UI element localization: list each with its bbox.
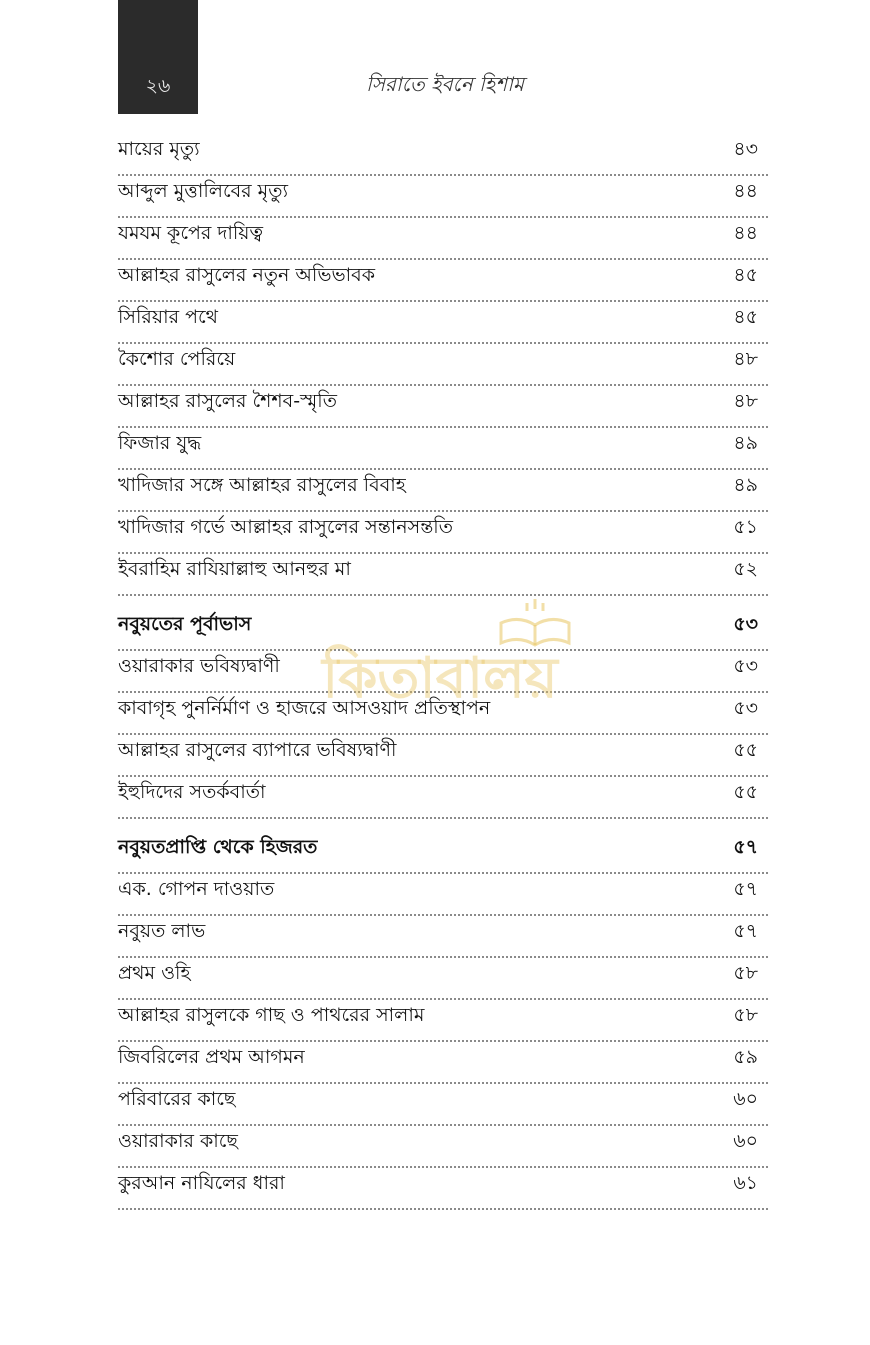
toc-entry-title: আব্দুল মুত্তালিবের মৃত্যু xyxy=(118,180,288,202)
toc-entry-page: ৫৭ xyxy=(733,878,758,900)
toc-entry-page: ৫১ xyxy=(733,516,758,538)
toc-entry-page: ৫৩ xyxy=(733,655,758,677)
toc-entry-page: ৬০ xyxy=(733,1130,758,1152)
toc-entry xyxy=(118,134,768,176)
toc-entry-page: ৪৯ xyxy=(733,474,758,496)
running-title: সিরাতে ইবনে হিশাম xyxy=(366,72,524,96)
toc-entry-title: ইবরাহিম রাযিয়াল্লাহু আনহুর মা xyxy=(118,558,351,580)
toc-entry xyxy=(118,470,768,512)
toc-entry-page: ৫৫ xyxy=(733,739,758,761)
toc-entry-title: যমযম কূপের দায়িত্ব xyxy=(118,222,263,244)
toc-entry xyxy=(118,1042,768,1084)
page-number-tab xyxy=(118,0,198,114)
toc-entry-title: পরিবারের কাছে xyxy=(118,1088,236,1110)
toc-entry-title: আল্লাহর রাসুলকে গাছ ও পাথরের সালাম xyxy=(118,1004,425,1026)
toc-entry-title: জিবরিলের প্রথম আগমন xyxy=(118,1046,305,1068)
toc-entry-title: খাদিজার সঙ্গে আল্লাহর রাসুলের বিবাহ xyxy=(118,474,406,496)
toc-entry-page: ৫২ xyxy=(733,558,758,580)
toc-entry-page: ৬১ xyxy=(733,1172,758,1194)
toc-entry xyxy=(118,1000,768,1042)
toc-entry-page: ৪৫ xyxy=(733,306,758,328)
toc-entry xyxy=(118,260,768,302)
toc-entry xyxy=(118,916,768,958)
toc-entry-title: নবুয়ত লাভ xyxy=(118,920,206,942)
toc-entry xyxy=(118,1168,768,1210)
toc-entry xyxy=(118,1126,768,1168)
toc-entry-title: আল্লাহর রাসুলের শৈশব-স্মৃতি xyxy=(118,390,337,412)
toc-entry xyxy=(118,693,768,735)
toc-entry-page: ৪৮ xyxy=(733,390,758,412)
toc-entry-page: ৪৪ xyxy=(733,180,758,202)
toc-entry-title: আল্লাহর রাসুলের নতুন অভিভাবক xyxy=(118,264,376,286)
toc-entry xyxy=(118,428,768,470)
toc-entry-title: নবুয়তপ্রাপ্তি থেকে হিজরত xyxy=(118,836,318,858)
toc-entry-page: ৫৩ xyxy=(733,697,758,719)
toc-entry xyxy=(118,554,768,596)
toc-entry-title: নবুয়তের পূর্বাভাস xyxy=(118,613,252,635)
page-number: ২৬ xyxy=(145,75,171,97)
toc-entry xyxy=(118,958,768,1000)
toc-entry xyxy=(118,386,768,428)
toc-entry xyxy=(118,176,768,218)
toc-entry-title: সিরিয়ার পথে xyxy=(118,306,218,328)
toc-entry-page: ৪৯ xyxy=(733,432,758,454)
toc-entry-page: ৪৪ xyxy=(733,222,758,244)
toc-entry-title: প্রথম ওহি xyxy=(118,962,191,984)
toc-entry-page: ৫৮ xyxy=(733,1004,758,1026)
watermark-text: কিতাবালয় xyxy=(322,646,558,711)
toc-entry-title: এক. গোপন দাওয়াত xyxy=(118,878,275,900)
toc-entry xyxy=(118,344,768,386)
toc-entry xyxy=(118,302,768,344)
toc-entry-title: খাদিজার গর্ভে আল্লাহর রাসুলের সন্তানসন্ততি xyxy=(118,516,453,538)
toc-entry-page: ৫৫ xyxy=(733,781,758,803)
toc-entry-page: ৬০ xyxy=(733,1088,758,1110)
toc-entry-title: কৈশোর পেরিয়ে xyxy=(118,348,236,370)
toc-entry-page: ৫৭ xyxy=(733,836,758,858)
toc-entry-title: ওয়ারাকার ভবিষ্যদ্বাণী xyxy=(118,655,280,677)
toc-entry-page: ৪৩ xyxy=(733,138,758,160)
toc-entry-page: ৪৮ xyxy=(733,348,758,370)
table-of-contents xyxy=(118,134,768,1210)
toc-entry xyxy=(118,777,768,819)
toc-entry xyxy=(118,651,768,693)
toc-entry-page: ৫৮ xyxy=(733,962,758,984)
toc-entry-page: ৫৩ xyxy=(733,613,758,635)
toc-entry-title: আল্লাহর রাসুলের ব্যাপারে ভবিষ্যদ্বাণী xyxy=(118,739,397,761)
toc-entry-page: ৪৫ xyxy=(733,264,758,286)
toc-entry xyxy=(118,512,768,554)
toc-entry-title: মায়ের মৃত্যু xyxy=(118,138,200,160)
toc-section-heading xyxy=(118,596,768,651)
toc-entry-title: ফিজার যুদ্ধ xyxy=(118,432,202,454)
toc-entry-title: কুরআন নাযিলের ধারা xyxy=(118,1172,285,1194)
toc-entry-page: ৫৭ xyxy=(733,920,758,942)
toc-entry xyxy=(118,218,768,260)
toc-entry-title: কাবাগৃহ পুনর্নির্মাণ ও হাজরে আসওয়াদ প্রতিস্থাপন xyxy=(118,697,491,719)
toc-entry-title: ইহুদিদের সতর্কবার্তা xyxy=(118,781,266,803)
toc-entry-page: ৫৯ xyxy=(733,1046,758,1068)
toc-entry-title: ওয়ারাকার কাছে xyxy=(118,1130,238,1152)
toc-entry xyxy=(118,735,768,777)
toc-entry xyxy=(118,1084,768,1126)
toc-section-heading xyxy=(118,819,768,874)
toc-entry xyxy=(118,874,768,916)
